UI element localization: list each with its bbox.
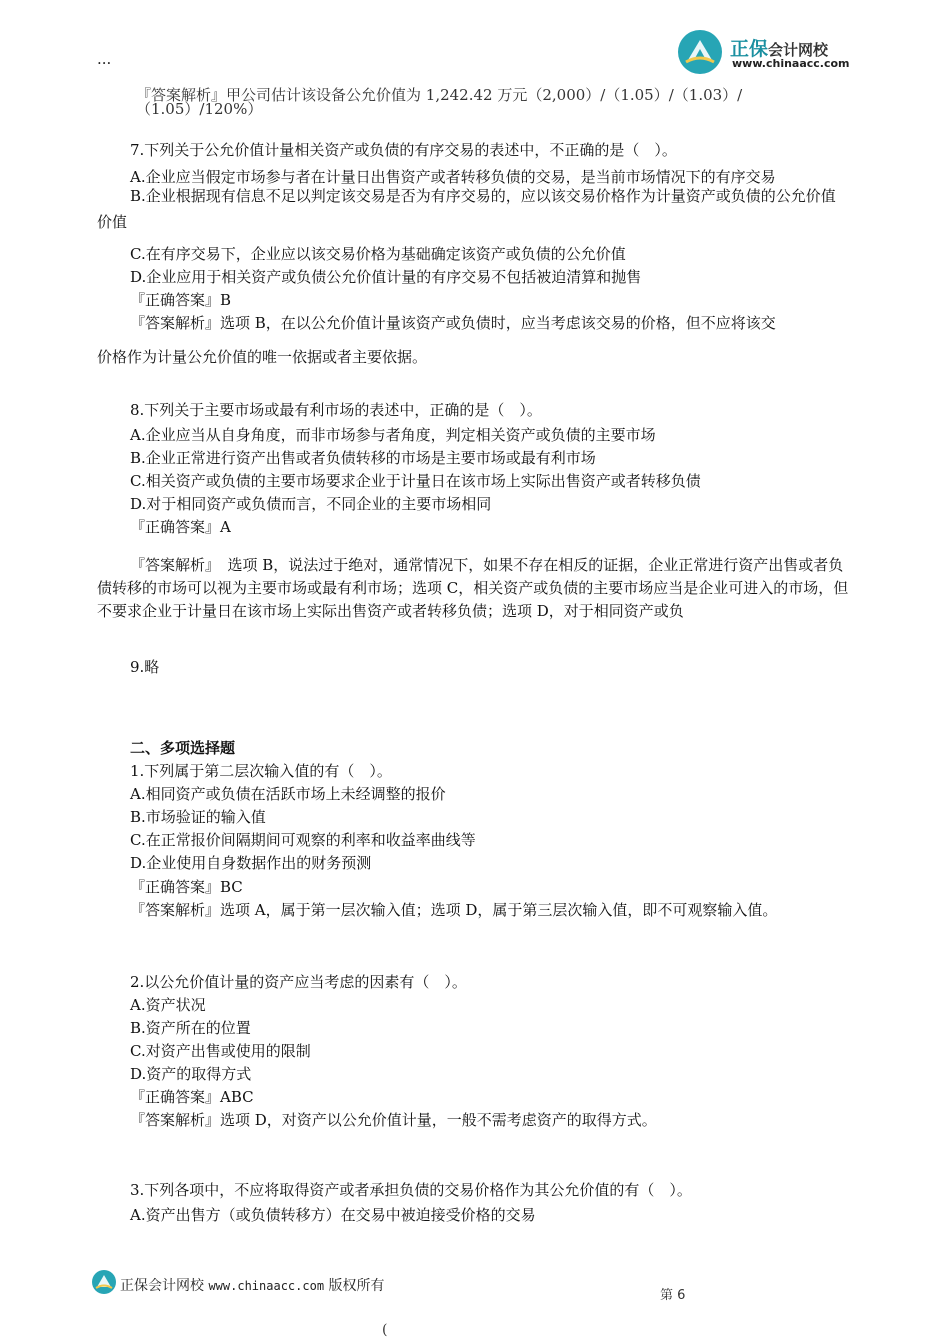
footer-rights: 版权所有 <box>328 1278 385 1294</box>
m2-stem: 2.以公允价值计量的资产应当考虑的因素有（ ）。 <box>130 973 467 991</box>
q8-option-d: D.对于相同资产或负债而言，不同企业的主要市场相同 <box>130 495 492 513</box>
q7-option-b-cut: B.企业根据现有信息不足以判定该交易是否为有序交易的，应以该交易价格作为计量资产或负债的公允价值 <box>130 187 836 205</box>
m1-stem: 1.下列属于第二层次输入值的有（ ）。 <box>130 762 392 780</box>
q7-analysis-tail: 价格作为计量公允价值的唯一依据或者主要依据。 <box>97 348 428 366</box>
q8-analysis: 『答案解析』 选项 B，说法过于绝对，通常情况下，如果不存在相反的证据，企业正常进行资产出售或者负债转移的市场可以视为主要市场或最有利市场；选项 C，相关资产或负债的主要市场应当是企业可进入的市场，但不要求企业于计量日在该市场上实际出售资产或者转移负债；选项 D，对于相同资产或负 <box>97 556 849 620</box>
q7-stem: 7.下列关于公允价值计量相关资产或负债的有序交易的表述中，不正确的是（ ）。 <box>130 141 677 159</box>
q7-analysis-cut: 『答案解析』选项 B，在以公允价值计量该资产或负债时，应当考虑该交易的价格，但不应将该交 <box>130 314 776 332</box>
brand-logo <box>678 30 878 76</box>
q8-option-a: A.企业应当从自身角度，而非市场参与者角度，判定相关资产或负债的主要市场 <box>130 426 656 444</box>
logo-icon <box>678 30 722 74</box>
q7-option-a: A.企业应当假定市场参与者在计量日出售资产或者转移负债的交易，是当前市场情况下的有序交易 <box>130 168 776 186</box>
m3-option-a-cut: A.资产出售方（或负债转移方）在交易中被迫接受价格的交易 <box>130 1206 536 1224</box>
q7-option-c: C.在有序交易下，企业应以该交易价格为基础确定该资产或负债的公允价值 <box>130 245 626 263</box>
q8-next-cut: 9.略 <box>130 658 160 676</box>
m1-option-c: C.在正常报价间隔期间可观察的利率和收益率曲线等 <box>130 831 476 849</box>
bottom-mark: ( <box>382 1322 388 1338</box>
m2-answer: 『正确答案』ABC <box>130 1088 254 1106</box>
m1-analysis: 『答案解析』选项 A，属于第一层次输入值；选项 D，属于第三层次输入值，即不可观察输入值。 <box>130 901 778 919</box>
q7-answer: 『正确答案』B <box>130 291 232 309</box>
m2-option-c: C.对资产出售或使用的限制 <box>130 1042 311 1060</box>
footer-logo-icon <box>92 1270 116 1294</box>
m3-stem: 3.下列各项中，不应将取得资产或者承担负债的交易价格作为其公允价值的有（ ）。 <box>130 1181 692 1199</box>
m1-option-d: D.企业使用自身数据作出的财务预测 <box>130 854 372 872</box>
m2-analysis: 『答案解析』选项 D，对资产以公允价值计量，一般不需考虑资产的取得方式。 <box>130 1111 657 1129</box>
top-left-fragment: ··· <box>97 54 112 72</box>
m2-option-b: B.资产所在的位置 <box>130 1019 251 1037</box>
q8-stem: 8.下列关于主要市场或最有利市场的表述中，正确的是（ ）。 <box>130 401 542 419</box>
footer-copyright <box>120 1275 385 1295</box>
q7-option-b-tail: 价值 <box>97 213 128 231</box>
top-cut-line: 『答案解析』甲公司估计该设备公允价值为 1,242.42 万元（2,000）/（1.05）/（1.03）/（1.05）/120%） <box>136 86 743 118</box>
footer-url[interactable]: www.chinaacc.com <box>208 1279 325 1293</box>
brand-url: www.chinaacc.com <box>732 57 850 70</box>
brand-name: 正保会计网校 <box>730 38 829 60</box>
m1-answer: 『正确答案』BC <box>130 878 243 896</box>
page-number-cut: 第 6 <box>660 1288 686 1303</box>
section-title: 二、多项选择题 <box>130 739 236 757</box>
footer-brand: 正保会计网校 <box>120 1278 204 1294</box>
m1-option-a: A.相同资产或负债在活跃市场上未经调整的报价 <box>130 785 446 803</box>
q8-option-c: C.相关资产或负债的主要市场要求企业于计量日在该市场上实际出售资产或者转移负债 <box>130 472 701 490</box>
q8-answer: 『正确答案』A <box>130 518 231 536</box>
q8-option-b: B.企业正常进行资产出售或者负债转移的市场是主要市场或最有利市场 <box>130 449 596 467</box>
m2-option-a: A.资产状况 <box>130 996 206 1014</box>
m2-option-d: D.资产的取得方式 <box>130 1065 252 1083</box>
m1-option-b: B.市场验证的输入值 <box>130 808 266 826</box>
q7-option-d: D.企业应用于相关资产或负债公允价值计量的有序交易不包括被迫清算和抛售 <box>130 268 642 286</box>
